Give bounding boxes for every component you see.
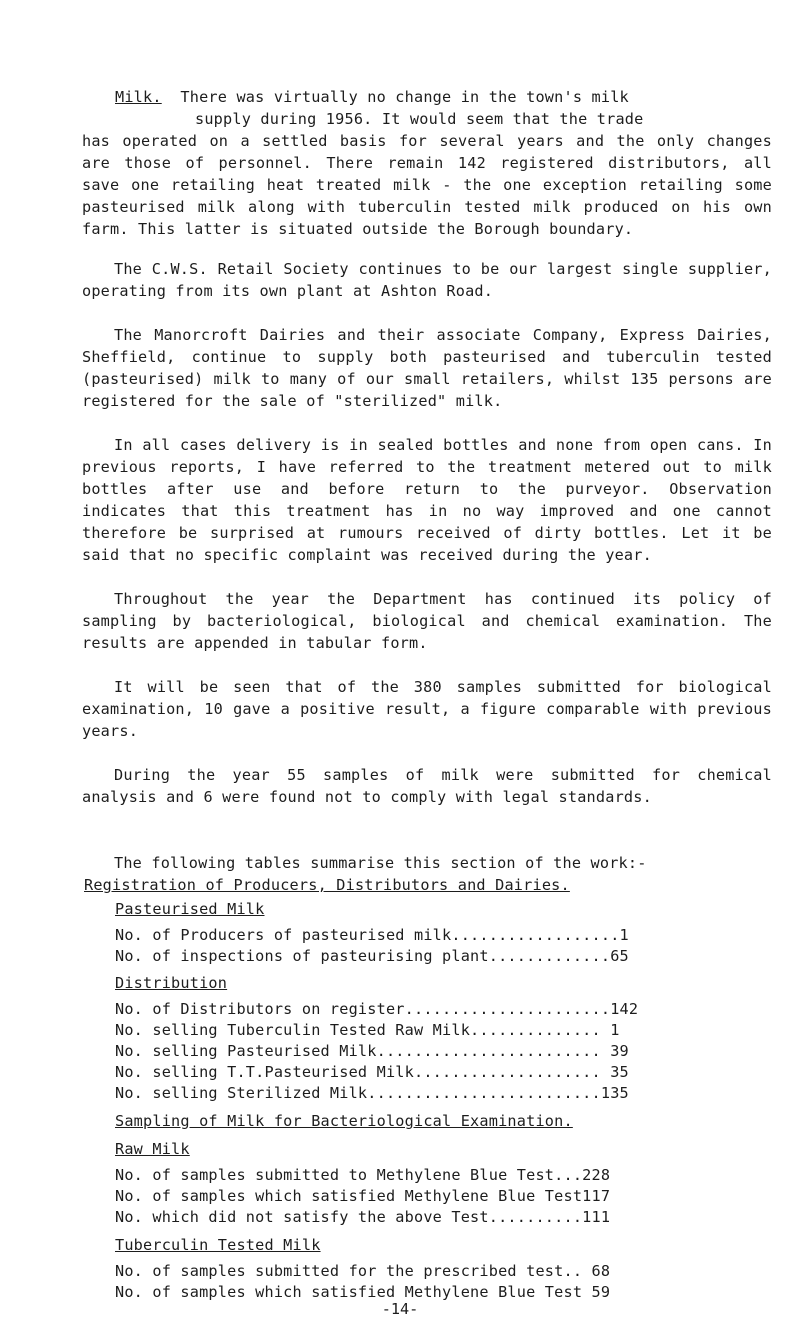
distribution-row: No. selling Sterilized Milk.........................135 bbox=[115, 1084, 629, 1102]
pasteurised-row: No. of Producers of pasteurised milk..................1 bbox=[115, 926, 629, 944]
tt-milk-row: No. of samples submitted for the prescribed test.. 68 bbox=[115, 1262, 611, 1280]
milk-heading: Milk. bbox=[115, 88, 162, 106]
page-number: -14- bbox=[381, 1300, 419, 1318]
intro-first-line bbox=[115, 86, 629, 108]
distribution-row: No. of Distributors on register......................142 bbox=[115, 1000, 639, 1018]
distribution-row: No. selling T.T.Pasteurised Milk.................... 35 bbox=[115, 1063, 629, 1081]
intro-body: has operated on a settled basis for several years and the only changes are those of personnel. There remain 142 registered distributors, all save one retailing heat treated milk - the one exception retailing some pasteurised milk along with tuberculin tested milk produced on his own farm. This latter is situated outside the Borough boundary. bbox=[82, 132, 772, 238]
raw-milk-row: No. which did not satisfy the above Test..........111 bbox=[115, 1208, 611, 1226]
registration-heading: Registration of Producers, Distributors and Dairies. bbox=[84, 876, 570, 894]
intro-line2: supply during 1956. It would seem that the trade bbox=[195, 110, 644, 128]
distribution-row: No. selling Pasteurised Milk........................ 39 bbox=[115, 1042, 629, 1060]
tt-milk-row: No. of samples which satisfied Methylene Blue Test 59 bbox=[115, 1283, 611, 1301]
paragraph-cws: The C.W.S. Retail Society continues to be our largest single supplier, operating from its own plant at Ashton Road. bbox=[82, 260, 772, 300]
sampling-heading: Sampling of Milk for Bacteriological Examination. bbox=[115, 1112, 573, 1130]
paragraph-tables-intro: The following tables summarise this section of the work:- bbox=[114, 854, 647, 872]
distribution-heading: Distribution bbox=[115, 974, 228, 992]
tt-milk-heading: Tuberculin Tested Milk bbox=[115, 1236, 321, 1254]
paragraph-biological: It will be seen that of the 380 samples submitted for biological examination, 10 gave a positive result, a figure comparable with previous years. bbox=[82, 678, 772, 740]
raw-milk-row: No. of samples which satisfied Methylene Blue Test117 bbox=[115, 1187, 611, 1205]
paragraph-sampling-policy: Throughout the year the Department has continued its policy of sampling by bacteriological, biological and chemical examination. The results are appended in tabular form. bbox=[82, 590, 772, 652]
pasteurised-heading: Pasteurised Milk bbox=[115, 900, 265, 918]
raw-milk-row: No. of samples submitted to Methylene Blue Test...228 bbox=[115, 1166, 611, 1184]
distribution-row: No. selling Tuberculin Tested Raw Milk.............. 1 bbox=[115, 1021, 620, 1039]
paragraph-delivery: In all cases delivery is in sealed bottles and none from open cans. In previous reports, I have referred to the treatment metered out to milk bottles after use and before return to the purveyor. Observation indicates that this treatment has in no way improved and one cannot therefore be surprised at rumours received of dirty bottles. Let it be said that no specific complaint was received during the year. bbox=[82, 436, 772, 564]
pasteurised-row: No. of inspections of pasteurising plant.............65 bbox=[115, 947, 629, 965]
raw-milk-heading: Raw Milk bbox=[115, 1140, 190, 1158]
intro-line1: There was virtually no change in the town's milk bbox=[180, 88, 629, 106]
paragraph-chemical: During the year 55 samples of milk were submitted for chemical analysis and 6 were found not to comply with legal standards. bbox=[82, 766, 772, 806]
paragraph-manorcroft: The Manorcroft Dairies and their associate Company, Express Dairies, Sheffield, continue to supply both pasteurised and tuberculin tested (pasteurised) milk to many of our small retailers, whilst 135 persons are registered for the sale of "sterilized" milk. bbox=[82, 326, 772, 410]
